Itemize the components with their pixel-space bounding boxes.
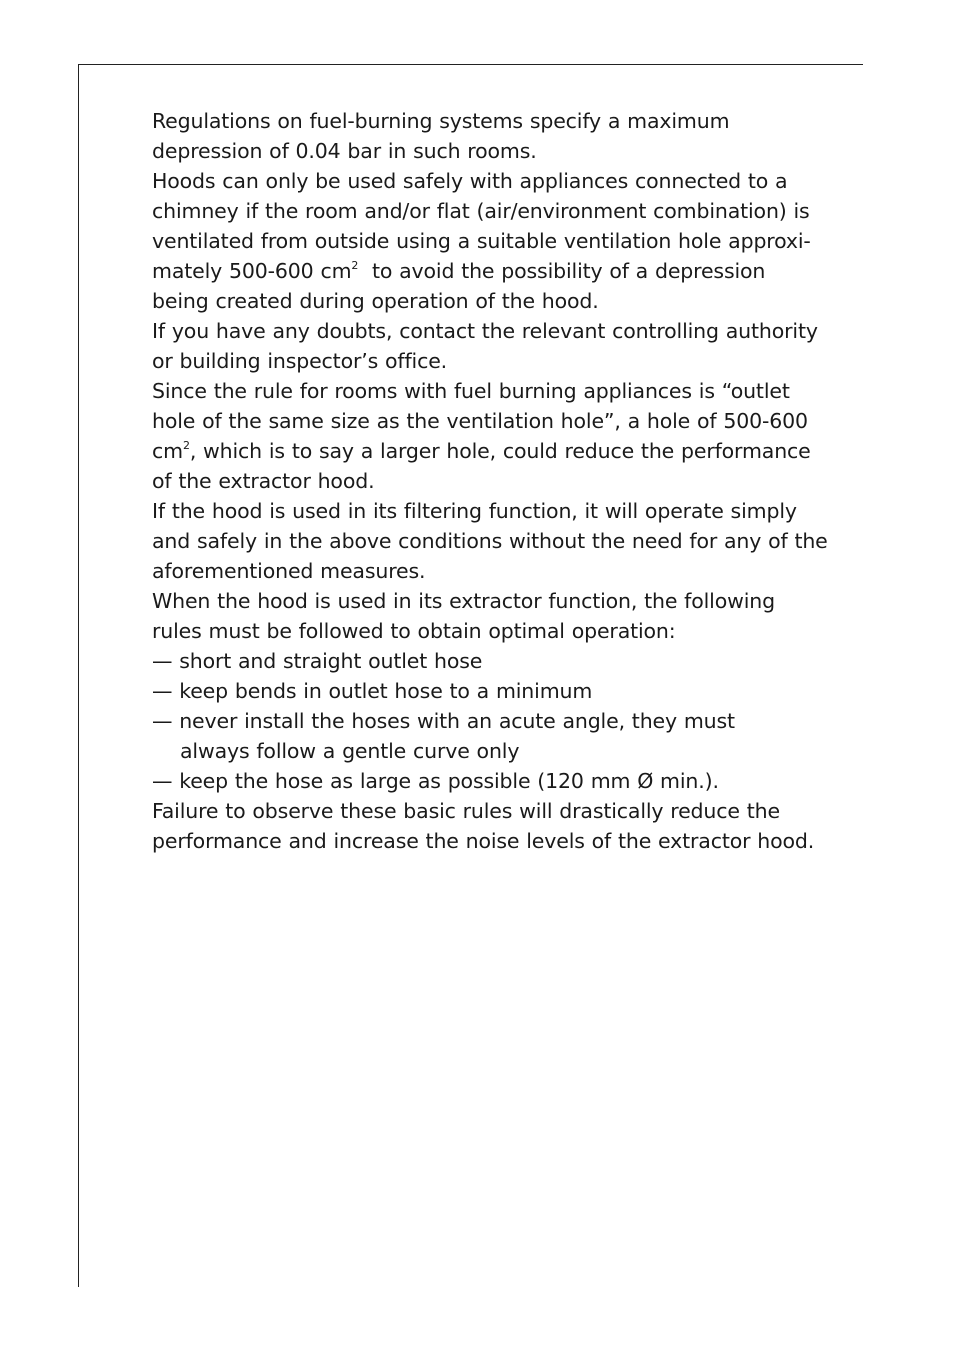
text-line: depression of 0.04 bar in such rooms. xyxy=(152,139,537,163)
text-line: When the hood is used in its extractor function, the following xyxy=(152,589,775,613)
body-text xyxy=(152,106,842,856)
text-line: and safely in the above conditions without the need for any of the xyxy=(152,529,828,553)
text-line: If you have any doubts, contact the relevant controlling authority xyxy=(152,319,818,343)
text-line: chimney if the room and/or flat (air/environment combination) is xyxy=(152,199,810,223)
text-fragment: , which is to say a larger hole, could reduce the performance xyxy=(189,439,811,463)
list-item-continuation: always follow a gentle curve only xyxy=(180,739,520,763)
superscript: 2 xyxy=(182,439,190,452)
text-line: or building inspector’s office. xyxy=(152,349,448,373)
text-line xyxy=(152,256,842,286)
text-fragment: mately 500-600 cm xyxy=(152,259,352,283)
text-line: hole of the same size as the ventilation hole”, a hole of 500-600 xyxy=(152,409,808,433)
list-item: — keep the hose as large as possible (120 mm Ø min.). xyxy=(152,769,719,793)
left-border-rule xyxy=(78,64,79,1287)
text-line: performance and increase the noise levels of the extractor hood. xyxy=(152,829,815,853)
list-item: — never install the hoses with an acute angle, they must xyxy=(152,709,735,733)
text-line: Regulations on fuel-burning systems specify a maximum xyxy=(152,109,730,133)
text-fragment: to avoid the possibility of a depression xyxy=(358,259,766,283)
list-item: — keep bends in outlet hose to a minimum xyxy=(152,679,593,703)
text-line: Hoods can only be used safely with appliances connected to a xyxy=(152,169,788,193)
text-line: rules must be followed to obtain optimal operation: xyxy=(152,619,676,643)
text-line: of the extractor hood. xyxy=(152,469,375,493)
list-item: — short and straight outlet hose xyxy=(152,649,483,673)
text-fragment: cm xyxy=(152,439,183,463)
text-line: being created during operation of the hood. xyxy=(152,289,599,313)
text-line: aforementioned measures. xyxy=(152,559,426,583)
text-line: ventilated from outside using a suitable ventilation hole approxi- xyxy=(152,229,811,253)
text-line: Since the rule for rooms with fuel burning appliances is “outlet xyxy=(152,379,790,403)
text-line: Failure to observe these basic rules will drastically reduce the xyxy=(152,799,780,823)
text-line: If the hood is used in its filtering function, it will operate simply xyxy=(152,499,797,523)
text-line xyxy=(152,436,842,466)
top-border-rule xyxy=(78,64,863,65)
superscript: 2 xyxy=(351,259,359,272)
